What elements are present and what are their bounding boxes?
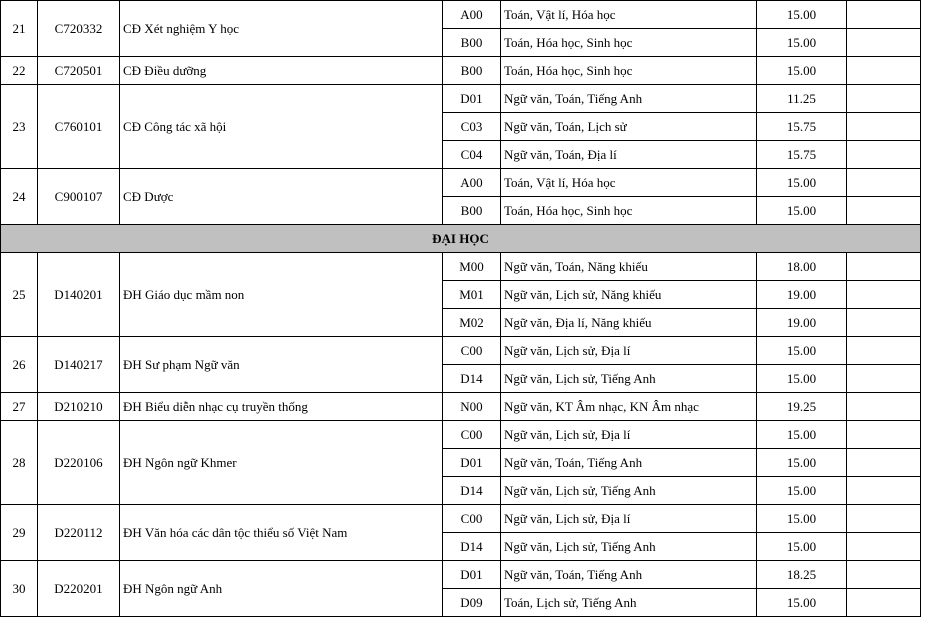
table-row [1, 253, 921, 281]
note-cell [847, 1, 921, 29]
row-number-cell: 25 [1, 253, 38, 337]
table-row [1, 561, 921, 589]
cutoff-score-cell: 15.75 [757, 141, 847, 169]
subject-combination-cell: Ngữ văn, Toán, Tiếng Anh [501, 561, 757, 589]
row-number-cell: 22 [1, 57, 38, 85]
major-name-cell: ĐH Ngôn ngữ Anh [120, 561, 443, 617]
row-number-cell: 29 [1, 505, 38, 561]
major-name-cell: ĐH Văn hóa các dân tộc thiểu số Việt Nam [120, 505, 443, 561]
subject-block-cell: D14 [443, 365, 501, 393]
major-code-cell: D220112 [38, 505, 120, 561]
major-code-cell: D140217 [38, 337, 120, 393]
subject-block-cell: D01 [443, 85, 501, 113]
row-number-cell: 21 [1, 1, 38, 57]
subject-block-cell: M01 [443, 281, 501, 309]
row-number-cell: 30 [1, 561, 38, 617]
major-name-cell: CĐ Xét nghiệm Y học [120, 1, 443, 57]
subject-block-cell: M02 [443, 309, 501, 337]
note-cell [847, 253, 921, 281]
subject-block-cell: N00 [443, 393, 501, 421]
cutoff-score-cell: 19.00 [757, 281, 847, 309]
cutoff-score-cell: 11.25 [757, 85, 847, 113]
subject-block-cell: C00 [443, 505, 501, 533]
cutoff-score-cell: 15.00 [757, 449, 847, 477]
note-cell [847, 393, 921, 421]
subject-combination-cell: Ngữ văn, Lịch sử, Tiếng Anh [501, 477, 757, 505]
subject-combination-cell: Ngữ văn, Địa lí, Năng khiếu [501, 309, 757, 337]
cutoff-score-cell: 15.00 [757, 505, 847, 533]
note-cell [847, 309, 921, 337]
cutoff-score-cell: 18.00 [757, 253, 847, 281]
note-cell [847, 85, 921, 113]
subject-combination-cell: Ngữ văn, Lịch sử, Tiếng Anh [501, 365, 757, 393]
subject-combination-cell: Toán, Lịch sử, Tiếng Anh [501, 589, 757, 617]
note-cell [847, 169, 921, 197]
subject-combination-cell: Ngữ văn, Lịch sử, Địa lí [501, 505, 757, 533]
cutoff-score-cell: 19.00 [757, 309, 847, 337]
major-code-cell: D210210 [38, 393, 120, 421]
subject-block-cell: M00 [443, 253, 501, 281]
subject-combination-cell: Ngữ văn, Toán, Tiếng Anh [501, 85, 757, 113]
row-number-cell: 26 [1, 337, 38, 393]
subject-block-cell: D14 [443, 533, 501, 561]
major-code-cell: D220106 [38, 421, 120, 505]
section-title: ĐẠI HỌC [1, 225, 921, 253]
table-row [1, 169, 921, 197]
subject-combination-cell: Toán, Vật lí, Hóa học [501, 1, 757, 29]
major-code-cell: C720332 [38, 1, 120, 57]
note-cell [847, 421, 921, 449]
major-code-cell: D220201 [38, 561, 120, 617]
subject-combination-cell: Ngữ văn, Lịch sử, Địa lí [501, 421, 757, 449]
subject-block-cell: D01 [443, 449, 501, 477]
note-cell [847, 561, 921, 589]
subject-combination-cell: Ngữ văn, Toán, Tiếng Anh [501, 449, 757, 477]
cutoff-score-cell: 15.00 [757, 169, 847, 197]
major-code-cell: D140201 [38, 253, 120, 337]
row-number-cell: 24 [1, 169, 38, 225]
major-code-cell: C720501 [38, 57, 120, 85]
section-header-row [1, 225, 921, 253]
major-name-cell: CĐ Dược [120, 169, 443, 225]
major-name-cell: CĐ Điều dưỡng [120, 57, 443, 85]
table-row [1, 505, 921, 533]
note-cell [847, 57, 921, 85]
subject-combination-cell: Toán, Hóa học, Sinh học [501, 197, 757, 225]
subject-combination-cell: Ngữ văn, Toán, Địa lí [501, 141, 757, 169]
subject-combination-cell: Ngữ văn, Lịch sử, Năng khiếu [501, 281, 757, 309]
subject-combination-cell: Ngữ văn, Lịch sử, Tiếng Anh [501, 533, 757, 561]
subject-block-cell: D14 [443, 477, 501, 505]
note-cell [847, 477, 921, 505]
cutoff-score-cell: 15.00 [757, 1, 847, 29]
note-cell [847, 197, 921, 225]
table-row [1, 57, 921, 85]
note-cell [847, 533, 921, 561]
subject-combination-cell: Toán, Vật lí, Hóa học [501, 169, 757, 197]
cutoff-score-cell: 15.00 [757, 29, 847, 57]
subject-block-cell: A00 [443, 1, 501, 29]
cutoff-score-cell: 15.00 [757, 421, 847, 449]
note-cell [847, 449, 921, 477]
major-name-cell: CĐ Công tác xã hội [120, 85, 443, 169]
cutoff-score-cell: 15.75 [757, 113, 847, 141]
subject-combination-cell: Ngữ văn, Toán, Lịch sử [501, 113, 757, 141]
subject-block-cell: B00 [443, 57, 501, 85]
note-cell [847, 365, 921, 393]
table-row [1, 1, 921, 29]
table-row [1, 337, 921, 365]
subject-combination-cell: Ngữ văn, KT Âm nhạc, KN Âm nhạc [501, 393, 757, 421]
subject-block-cell: A00 [443, 169, 501, 197]
note-cell [847, 29, 921, 57]
subject-block-cell: D01 [443, 561, 501, 589]
subject-combination-cell: Ngữ văn, Lịch sử, Địa lí [501, 337, 757, 365]
major-code-cell: C900107 [38, 169, 120, 225]
subject-block-cell: D09 [443, 589, 501, 617]
subject-combination-cell: Toán, Hóa học, Sinh học [501, 57, 757, 85]
major-name-cell: ĐH Ngôn ngữ Khmer [120, 421, 443, 505]
cutoff-score-cell: 19.25 [757, 393, 847, 421]
major-name-cell: ĐH Biểu diễn nhạc cụ truyền thống [120, 393, 443, 421]
subject-block-cell: C04 [443, 141, 501, 169]
cutoff-score-cell: 18.25 [757, 561, 847, 589]
row-number-cell: 27 [1, 393, 38, 421]
table-row [1, 421, 921, 449]
cutoff-score-cell: 15.00 [757, 197, 847, 225]
table-row [1, 393, 921, 421]
major-code-cell: C760101 [38, 85, 120, 169]
major-name-cell: ĐH Sư phạm Ngữ văn [120, 337, 443, 393]
table-body [1, 1, 921, 617]
cutoff-score-cell: 15.00 [757, 57, 847, 85]
note-cell [847, 505, 921, 533]
subject-block-cell: B00 [443, 197, 501, 225]
cutoff-score-cell: 15.00 [757, 477, 847, 505]
note-cell [847, 141, 921, 169]
cutoff-score-cell: 15.00 [757, 533, 847, 561]
cutoff-score-cell: 15.00 [757, 365, 847, 393]
note-cell [847, 337, 921, 365]
subject-combination-cell: Ngữ văn, Toán, Năng khiếu [501, 253, 757, 281]
row-number-cell: 28 [1, 421, 38, 505]
note-cell [847, 113, 921, 141]
row-number-cell: 23 [1, 85, 38, 169]
subject-block-cell: C00 [443, 421, 501, 449]
subject-block-cell: C03 [443, 113, 501, 141]
note-cell [847, 281, 921, 309]
table-row [1, 85, 921, 113]
cutoff-score-cell: 15.00 [757, 337, 847, 365]
major-name-cell: ĐH Giáo dục mầm non [120, 253, 443, 337]
subject-block-cell: C00 [443, 337, 501, 365]
subject-combination-cell: Toán, Hóa học, Sinh học [501, 29, 757, 57]
subject-block-cell: B00 [443, 29, 501, 57]
note-cell [847, 589, 921, 617]
cutoff-score-cell: 15.00 [757, 589, 847, 617]
